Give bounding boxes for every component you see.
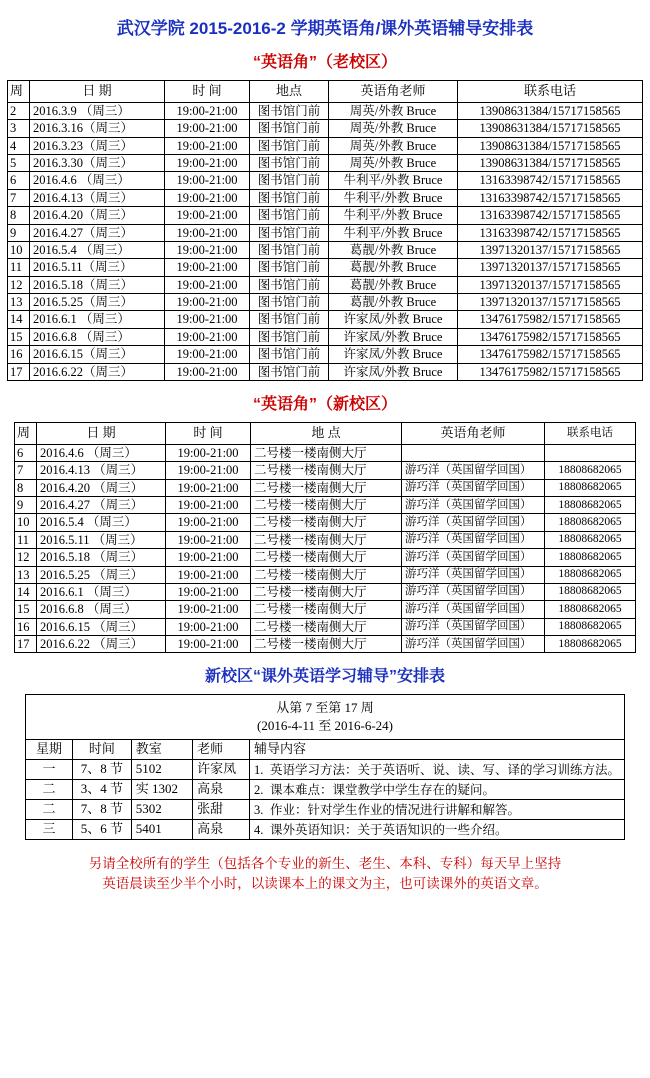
table-row — [15, 601, 636, 618]
table-cell: 2016.4.20（周三） — [30, 207, 165, 224]
table-cell: 13476175982/15717158565 — [458, 328, 643, 345]
table-cell: 19:00-21:00 — [165, 155, 250, 172]
table-cell: 游巧洋（英国留学回国） — [402, 636, 545, 653]
table-cell: 2016.4.6 （周三） — [30, 172, 165, 189]
table-cell: 13163398742/15717158565 — [458, 189, 643, 206]
table-cell: 图书馆门前 — [250, 155, 329, 172]
table-cell: 2016.5.18（周三） — [30, 276, 165, 293]
table-cell: 19:00-21:00 — [165, 328, 250, 345]
table-cell: 19:00-21:00 — [165, 259, 250, 276]
table-body — [26, 760, 625, 840]
table-cell: 2016.4.27（周三） — [30, 224, 165, 241]
table-cell: 二号楼一楼南侧大厅 — [251, 601, 402, 618]
table-cell: 14 — [15, 583, 37, 600]
table-row — [8, 259, 643, 276]
table-cell: 2016.4.20 （周三） — [37, 479, 166, 496]
table-cell: 5 — [8, 155, 30, 172]
table-cell: 13163398742/15717158565 — [458, 207, 643, 224]
table-cell: 二号楼一楼南侧大厅 — [251, 566, 402, 583]
column-header-time: 时 间 — [166, 422, 251, 444]
column-header-teacher: 英语角老师 — [402, 422, 545, 444]
table-cell: 游巧洋（英国留学回国） — [402, 514, 545, 531]
table-cell: 二号楼一楼南侧大厅 — [251, 462, 402, 479]
table-cell: 13476175982/15717158565 — [458, 311, 643, 328]
table-cell: 13476175982/15717158565 — [458, 346, 643, 363]
table-row — [15, 531, 636, 548]
tutoring-range — [26, 695, 625, 740]
table-row — [8, 346, 643, 363]
table-row — [8, 137, 643, 154]
table-body — [8, 102, 643, 380]
table-row — [8, 189, 643, 206]
table-cell: 10 — [8, 241, 30, 258]
table-cell: 8 — [15, 479, 37, 496]
table-cell: 19:00-21:00 — [166, 462, 251, 479]
table-header-row — [26, 740, 625, 760]
table-cell: 13908631384/15717158565 — [458, 102, 643, 119]
content-index: 3. — [253, 802, 264, 817]
table-cell: 13971320137/15717158565 — [458, 259, 643, 276]
table-cell: 2016.6.22 （周三） — [37, 636, 166, 653]
cell-content — [249, 820, 624, 840]
table-cell: 13971320137/15717158565 — [458, 294, 643, 311]
table-cell: 2016.6.15 （周三） — [37, 618, 166, 635]
table-cell: 19:00-21:00 — [166, 566, 251, 583]
table-cell: 2016.5.4 （周三） — [37, 514, 166, 531]
table-cell: 13908631384/15717158565 — [458, 155, 643, 172]
table-cell: 19:00-21:00 — [166, 549, 251, 566]
table-cell: 18808682065 — [545, 549, 636, 566]
column-header-period: 时间 — [73, 740, 132, 760]
column-header-content: 辅导内容 — [249, 740, 624, 760]
table-row — [15, 618, 636, 635]
table-cell: 牛利平/外教 Bruce — [329, 224, 458, 241]
table-row — [15, 444, 636, 461]
content-index: 1. — [253, 762, 264, 777]
column-header-time: 时 间 — [165, 81, 250, 103]
table-cell: 9 — [15, 497, 37, 514]
cell-classroom: 5401 — [131, 820, 192, 840]
section-title-new-campus: “英语角”（新校区） — [252, 395, 397, 413]
table-cell: 3 — [8, 120, 30, 137]
table-cell: 19:00-21:00 — [166, 479, 251, 496]
footer-note-line2: 英语晨读至少半个小时，以读课本上的课文为主，也可读课外的英语文章。 — [102, 876, 548, 892]
table-cell: 18808682065 — [545, 462, 636, 479]
tutoring-range-weeks: 从第 7 至第 17 周 — [276, 700, 374, 716]
table-cell: 13 — [8, 294, 30, 311]
table-cell: 葛靓/外教 Bruce — [329, 276, 458, 293]
table-cell: 18808682065 — [545, 618, 636, 635]
table-cell: 13163398742/15717158565 — [458, 224, 643, 241]
table-cell: 14 — [8, 311, 30, 328]
table-cell: 2016.3.9 （周三） — [30, 102, 165, 119]
table-row — [15, 514, 636, 531]
table-cell: 19:00-21:00 — [166, 531, 251, 548]
table-cell: 图书馆门前 — [250, 294, 329, 311]
content-text: 英语学习方法：关于英语听、说、读、写、译的学习训练方法。 — [269, 762, 620, 777]
table-row — [15, 636, 636, 653]
cell-period: 7、8 节 — [73, 800, 132, 820]
table-cell: 6 — [8, 172, 30, 189]
table-cell: 游巧洋（英国留学回国） — [402, 479, 545, 496]
table-cell: 19:00-21:00 — [166, 497, 251, 514]
column-header-teacher: 英语角老师 — [329, 81, 458, 103]
document-page — [0, 14, 650, 895]
table-cell: 7 — [15, 462, 37, 479]
column-header-date: 日 期 — [37, 422, 166, 444]
table-cell: 2016.4.6 （周三） — [37, 444, 166, 461]
table-cell: 19:00-21:00 — [165, 294, 250, 311]
cell-teacher: 张甜 — [193, 800, 250, 820]
table-row — [8, 276, 643, 293]
footer-note — [18, 854, 632, 895]
table-cell: 9 — [8, 224, 30, 241]
cell-teacher: 许家凤 — [193, 760, 250, 780]
table-cell: 19:00-21:00 — [165, 189, 250, 206]
column-header-place: 地点 — [250, 81, 329, 103]
table-cell: 11 — [8, 259, 30, 276]
table-cell: 游巧洋（英国留学回国） — [402, 566, 545, 583]
table-cell: 2016.5.4 （周三） — [30, 241, 165, 258]
table-cell: 2016.4.13（周三） — [30, 189, 165, 206]
table-row — [15, 497, 636, 514]
table-cell: 图书馆门前 — [250, 102, 329, 119]
table-cell: 13908631384/15717158565 — [458, 137, 643, 154]
table-cell: 游巧洋（英国留学回国） — [402, 583, 545, 600]
table-cell: 周英/外教 Bruce — [329, 102, 458, 119]
table-cell: 19:00-21:00 — [165, 172, 250, 189]
table-cell: 游巧洋（英国留学回国） — [402, 462, 545, 479]
table-cell: 二号楼一楼南侧大厅 — [251, 497, 402, 514]
table-cell: 13 — [15, 566, 37, 583]
table-cell: 游巧洋（英国留学回国） — [402, 601, 545, 618]
table-cell: 13971320137/15717158565 — [458, 241, 643, 258]
table-cell: 2016.6.8 （周三） — [30, 328, 165, 345]
table-row — [26, 780, 625, 800]
cell-weekday: 三 — [26, 820, 73, 840]
table-cell: 2016.5.11（周三） — [30, 259, 165, 276]
table-row — [15, 583, 636, 600]
content-text: 课外英语知识：关于英语知识的一些介绍。 — [269, 822, 508, 837]
table-cell: 18808682065 — [545, 601, 636, 618]
table-cell: 2016.6.22（周三） — [30, 363, 165, 380]
content-index: 2. — [253, 782, 264, 797]
table-cell: 图书馆门前 — [250, 363, 329, 380]
table-row — [26, 760, 625, 780]
table-cell: 19:00-21:00 — [165, 311, 250, 328]
table-cell: 19:00-21:00 — [165, 346, 250, 363]
table-cell: 2016.3.30（周三） — [30, 155, 165, 172]
cell-classroom: 5302 — [131, 800, 192, 820]
cell-period: 5、6 节 — [73, 820, 132, 840]
table-cell: 图书馆门前 — [250, 207, 329, 224]
column-header-week: 周 — [8, 81, 30, 103]
table-cell: 2016.3.16（周三） — [30, 120, 165, 137]
table-cell: 19:00-21:00 — [165, 120, 250, 137]
table-cell: 游巧洋（英国留学回国） — [402, 531, 545, 548]
cell-weekday: 二 — [26, 800, 73, 820]
table-cell: 2016.5.25（周三） — [30, 294, 165, 311]
table-cell: 葛靓/外教 Bruce — [329, 294, 458, 311]
tutoring-range-row — [26, 695, 625, 740]
table-cell: 19:00-21:00 — [165, 207, 250, 224]
tutoring-range-dates: (2016-4-11 至 2016-6-24) — [257, 717, 393, 733]
table-cell: 游巧洋（英国留学回国） — [402, 618, 545, 635]
table-cell: 13163398742/15717158565 — [458, 172, 643, 189]
content-text: 作业：针对学生作业的情况进行讲解和解答。 — [269, 802, 520, 817]
column-header-week: 周 — [15, 422, 37, 444]
table-cell: 6 — [15, 444, 37, 461]
table-cell: 17 — [8, 363, 30, 380]
content-text: 课本难点：课堂教学中学生存在的疑问。 — [269, 782, 495, 797]
table-header-row — [15, 422, 636, 444]
table-cell: 12 — [15, 549, 37, 566]
table-cell: 二号楼一楼南侧大厅 — [251, 479, 402, 496]
table-cell: 图书馆门前 — [250, 259, 329, 276]
column-header-place: 地 点 — [251, 422, 402, 444]
cell-weekday: 二 — [26, 780, 73, 800]
column-header-date: 日 期 — [30, 81, 165, 103]
table-cell: 15 — [8, 328, 30, 345]
column-header-phone: 联系电话 — [458, 81, 643, 103]
table-cell: 19:00-21:00 — [165, 276, 250, 293]
table-cell: 图书馆门前 — [250, 137, 329, 154]
table-row — [8, 207, 643, 224]
content-index: 4. — [253, 822, 264, 837]
table-cell: 19:00-21:00 — [165, 102, 250, 119]
column-header-teacher: 老师 — [193, 740, 250, 760]
table-cell: 19:00-21:00 — [165, 137, 250, 154]
column-header-phone: 联系电话 — [545, 422, 636, 444]
table-cell: 游巧洋（英国留学回国） — [402, 549, 545, 566]
cell-content — [249, 800, 624, 820]
cell-teacher: 高泉 — [193, 820, 250, 840]
table-cell: 19:00-21:00 — [166, 444, 251, 461]
table-cell: 2016.5.18 （周三） — [37, 549, 166, 566]
table-cell: 二号楼一楼南侧大厅 — [251, 444, 402, 461]
table-cell: 19:00-21:00 — [166, 583, 251, 600]
table-row — [8, 155, 643, 172]
table-cell: 15 — [15, 601, 37, 618]
table-cell: 2016.5.25 （周三） — [37, 566, 166, 583]
table-row — [26, 800, 625, 820]
footer-note-line1: 另请全校所有的学生（包括各个专业的新生、老生、本科、专科）每天早上坚持 — [88, 856, 562, 872]
table-body — [15, 444, 636, 653]
table-cell: 2016.4.27 （周三） — [37, 497, 166, 514]
table-cell: 19:00-21:00 — [166, 514, 251, 531]
table-row — [8, 328, 643, 345]
table-row — [15, 462, 636, 479]
cell-content — [249, 780, 624, 800]
table-cell: 许家凤/外教 Bruce — [329, 346, 458, 363]
table-cell: 13971320137/15717158565 — [458, 276, 643, 293]
table-row — [8, 363, 643, 380]
table-cell: 二号楼一楼南侧大厅 — [251, 583, 402, 600]
table-cell: 18808682065 — [545, 531, 636, 548]
table-cell: 游巧洋（英国留学回国） — [402, 497, 545, 514]
table-cell: 19:00-21:00 — [165, 363, 250, 380]
table-cell: 18808682065 — [545, 583, 636, 600]
table-cell: 2016.6.1 （周三） — [30, 311, 165, 328]
table-cell: 11 — [15, 531, 37, 548]
table-cell: 图书馆门前 — [250, 120, 329, 137]
table-cell: 18808682065 — [545, 514, 636, 531]
table-cell: 2 — [8, 102, 30, 119]
table-cell: 图书馆门前 — [250, 328, 329, 345]
table-cell: 13908631384/15717158565 — [458, 120, 643, 137]
table-cell: 17 — [15, 636, 37, 653]
table-cell: 2016.5.11 （周三） — [37, 531, 166, 548]
table-cell: 图书馆门前 — [250, 172, 329, 189]
table-cell: 18808682065 — [545, 497, 636, 514]
table-cell: 18808682065 — [545, 566, 636, 583]
table-cell: 16 — [15, 618, 37, 635]
table-cell: 图书馆门前 — [250, 276, 329, 293]
table-cell: 二号楼一楼南侧大厅 — [251, 636, 402, 653]
cell-weekday: 一 — [26, 760, 73, 780]
table-cell: 16 — [8, 346, 30, 363]
english-corner-old-campus-table — [7, 80, 643, 381]
table-cell: 19:00-21:00 — [166, 601, 251, 618]
table-cell: 18808682065 — [545, 479, 636, 496]
table-row — [8, 102, 643, 119]
table-cell: 7 — [8, 189, 30, 206]
table-cell: 2016.4.13 （周三） — [37, 462, 166, 479]
table-cell: 周英/外教 Bruce — [329, 137, 458, 154]
table-cell: 10 — [15, 514, 37, 531]
table-cell: 2016.6.8 （周三） — [37, 601, 166, 618]
table-row — [15, 566, 636, 583]
page-title: 武汉学院 2015-2016-2 学期英语角/课外英语辅导安排表 — [116, 19, 534, 38]
cell-classroom: 5102 — [131, 760, 192, 780]
table-cell: 4 — [8, 137, 30, 154]
table-row — [8, 172, 643, 189]
cell-content — [249, 760, 624, 780]
table-cell: 许家凤/外教 Bruce — [329, 328, 458, 345]
table-cell: 18808682065 — [545, 636, 636, 653]
table-cell: 19:00-21:00 — [165, 224, 250, 241]
section-title-old-campus: “英语角”（老校区） — [252, 54, 397, 71]
table-cell: 13476175982/15717158565 — [458, 363, 643, 380]
table-cell: 牛利平/外教 Bruce — [329, 172, 458, 189]
table-cell: 19:00-21:00 — [165, 241, 250, 258]
tutoring-schedule-table — [25, 694, 625, 840]
table-row — [8, 294, 643, 311]
table-cell: 图书馆门前 — [250, 241, 329, 258]
section-title-tutoring: 新校区“课外英语学习辅导”安排表 — [204, 668, 445, 686]
table-row — [8, 224, 643, 241]
table-cell: 许家凤/外教 Bruce — [329, 363, 458, 380]
cell-teacher: 高泉 — [193, 780, 250, 800]
table-row — [15, 549, 636, 566]
table-cell: 牛利平/外教 Bruce — [329, 207, 458, 224]
table-cell: 二号楼一楼南侧大厅 — [251, 618, 402, 635]
table-row — [8, 120, 643, 137]
table-cell: 周英/外教 Bruce — [329, 120, 458, 137]
cell-period: 7、8 节 — [73, 760, 132, 780]
table-cell: 19:00-21:00 — [166, 618, 251, 635]
table-row — [8, 241, 643, 258]
table-cell: 图书馆门前 — [250, 346, 329, 363]
column-header-classroom: 教室 — [131, 740, 192, 760]
cell-period: 3、4 节 — [73, 780, 132, 800]
table-cell: 许家凤/外教 Bruce — [329, 311, 458, 328]
table-cell: 12 — [8, 276, 30, 293]
table-cell: 2016.6.1 （周三） — [37, 583, 166, 600]
cell-classroom: 实 1302 — [131, 780, 192, 800]
column-header-weekday: 星期 — [26, 740, 73, 760]
english-corner-new-campus-table — [14, 422, 636, 653]
table-cell: 图书馆门前 — [250, 189, 329, 206]
table-cell: 图书馆门前 — [250, 224, 329, 241]
table-cell: 二号楼一楼南侧大厅 — [251, 514, 402, 531]
table-cell: 19:00-21:00 — [166, 636, 251, 653]
table-cell: 周英/外教 Bruce — [329, 155, 458, 172]
table-cell: 葛靓/外教 Bruce — [329, 259, 458, 276]
table-row — [8, 311, 643, 328]
table-cell: 2016.3.23（周三） — [30, 137, 165, 154]
table-cell: 8 — [8, 207, 30, 224]
table-row — [15, 479, 636, 496]
table-cell: 2016.6.15（周三） — [30, 346, 165, 363]
table-cell — [402, 444, 545, 461]
table-cell: 二号楼一楼南侧大厅 — [251, 531, 402, 548]
table-cell: 牛利平/外教 Bruce — [329, 189, 458, 206]
table-cell: 二号楼一楼南侧大厅 — [251, 549, 402, 566]
table-header-row — [8, 81, 643, 103]
table-cell: 葛靓/外教 Bruce — [329, 241, 458, 258]
table-cell: 图书馆门前 — [250, 311, 329, 328]
table-cell — [545, 444, 636, 461]
table-row — [26, 820, 625, 840]
